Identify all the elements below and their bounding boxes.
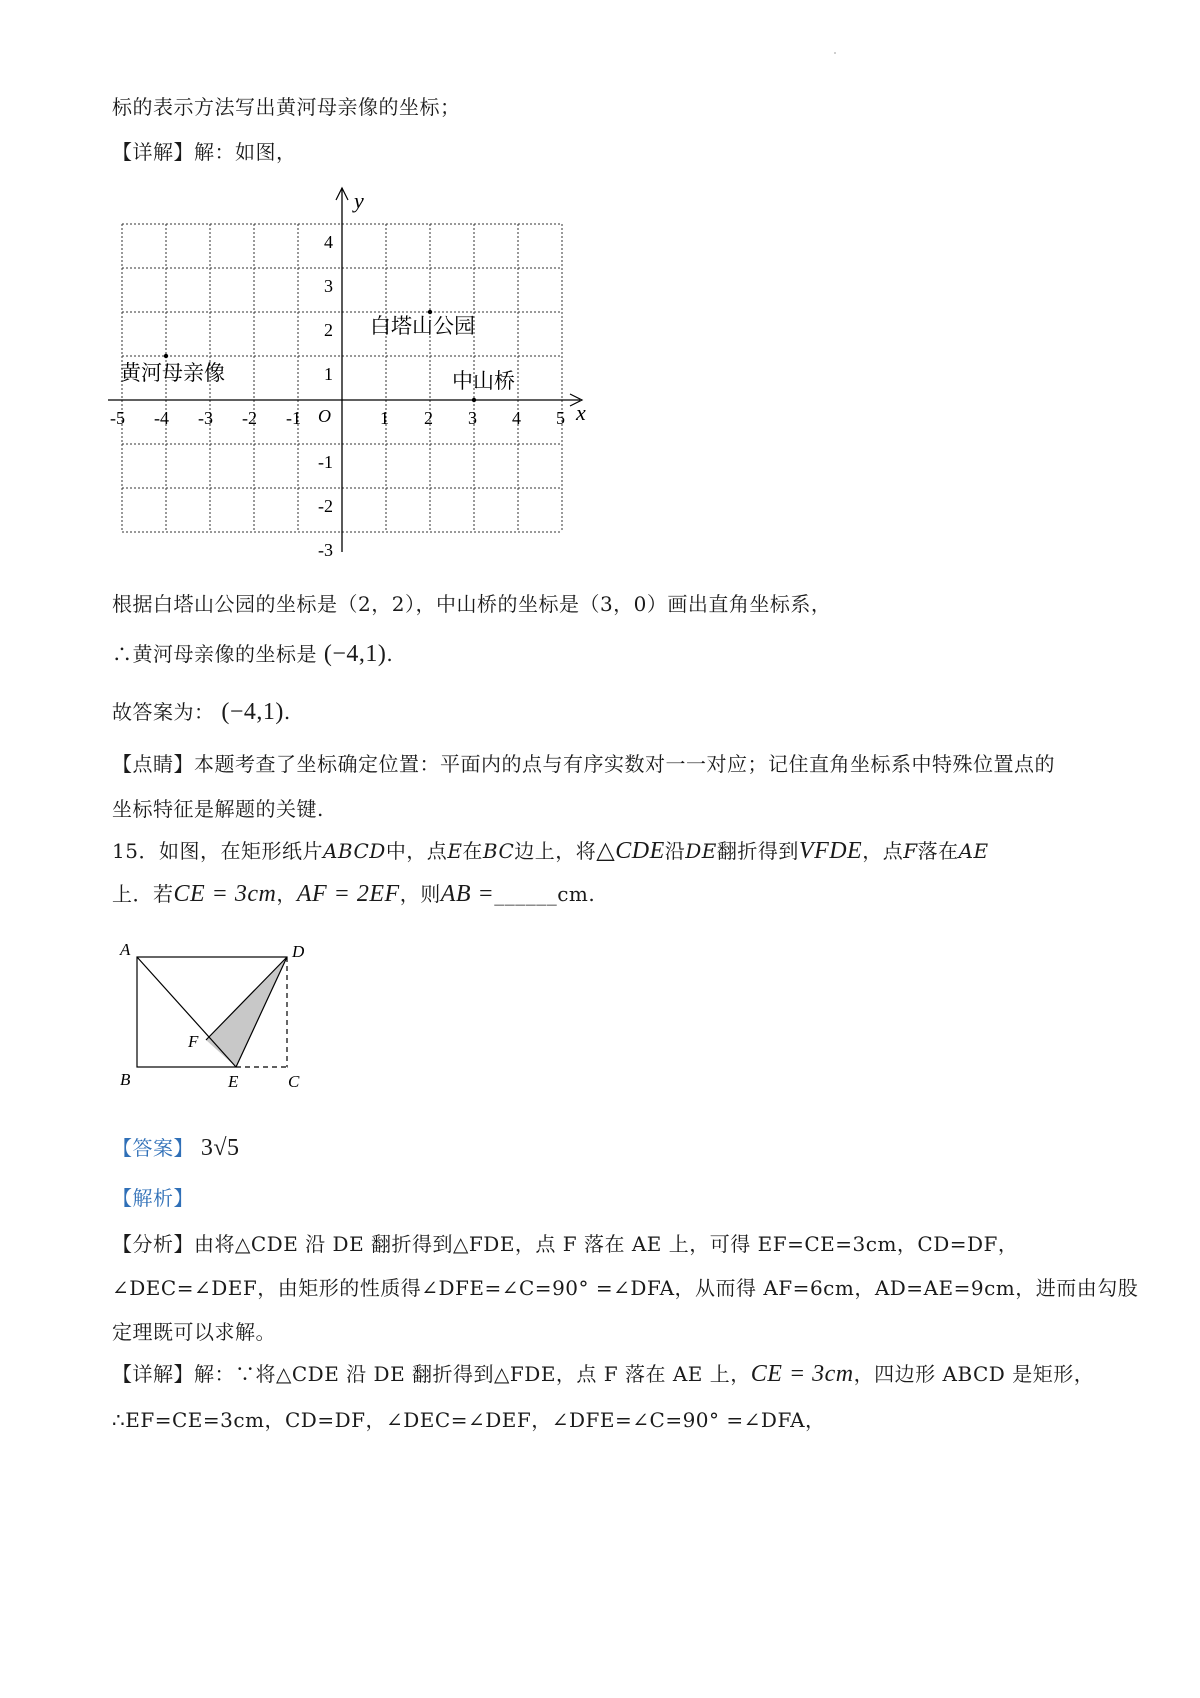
q15-tri-fde: VFDE (798, 838, 863, 864)
line4-end: . (386, 642, 394, 666)
q15-abcd: ABCD (322, 839, 386, 863)
x-tick-label: -5 (110, 408, 125, 428)
text-line-1: 标的表示方法写出黄河母亲像的坐标； (112, 95, 461, 119)
q15-ab-eq: AB = (440, 881, 495, 907)
q15-f: F (903, 839, 918, 863)
label-f: F (188, 1032, 199, 1051)
q15-text-c: 在 (462, 839, 483, 863)
point-label-zhongshanqiao: 中山桥 (452, 369, 515, 393)
answer-value: 3√5 (200, 1135, 240, 1161)
q15-tri-cde: △CDE (596, 838, 665, 864)
point-label-huanghemuqin: 黄河母亲像 (120, 361, 225, 385)
q15-ae: AE (958, 839, 989, 863)
x-tick-label: 1 (380, 408, 389, 428)
analysis-text-1: 由将△CDE 沿 DE 翻折得到△FDE，点 F 落在 AE 上，可得 EF=CE=3cm，CD=DF， (194, 1232, 1019, 1256)
origin-label: O (318, 406, 331, 426)
line5-math: (−4,1) (221, 699, 284, 725)
point-label-baitashan: 白塔山公园 (370, 314, 475, 338)
rectangle-fold-figure (112, 935, 332, 1100)
q15-ce-eq: CE = 3cm (173, 881, 277, 907)
answer-tag: 【答案】 (112, 1136, 194, 1160)
x-axis-label: x (576, 400, 586, 425)
solution-ce-eq: CE = 3cm (750, 1361, 854, 1387)
text-line-3: 根据白塔山公园的坐标是（2，2），中山桥的坐标是（3，0）画出直角坐标系， (112, 592, 832, 616)
solution-line-1 (112, 1360, 1094, 1388)
text-line-6 (112, 750, 1055, 778)
analysis-line-3: 定理既可以求解。 (112, 1320, 276, 1344)
pointing-text: 本题考查了坐标确定位置：平面内的点与有序实数对一一对应；记住直角坐标系中特殊位置点的 (194, 752, 1055, 776)
q15-de: DE (685, 839, 717, 863)
q15-text-a: 15．如图，在矩形纸片 (112, 839, 323, 863)
scan-speck (834, 52, 836, 54)
y-tick-label: 3 (324, 276, 333, 296)
q15-text-k: ，则 (399, 882, 441, 906)
text-line-detail-heading (112, 138, 297, 166)
detail-tag: 【详解】 (112, 140, 194, 164)
y-tick-label: -3 (318, 540, 333, 560)
text-line-7: 坐标特征是解题的关键. (112, 797, 324, 821)
q15-text-g: 翻折得到 (716, 839, 799, 863)
x-axis (108, 394, 582, 406)
label-a: A (120, 940, 131, 959)
line-ae (137, 957, 236, 1067)
label-d: D (292, 942, 305, 961)
x-tick-label: -3 (198, 408, 213, 428)
q15-bc: BC (482, 839, 515, 863)
question-15-line-1 (112, 837, 989, 865)
x-tick-label: 2 (424, 408, 433, 428)
q15-text-d: 边上，将 (514, 839, 597, 863)
q15-text-f: 沿 (664, 839, 686, 863)
q15-text-b: 中，点 (385, 839, 448, 863)
y-tick-label: -2 (318, 496, 333, 516)
analysis-line-1 (112, 1230, 1018, 1258)
coordinate-grid-figure (100, 180, 620, 570)
y-tick-label: 4 (324, 232, 333, 252)
q15-comma: ， (276, 882, 297, 906)
x-tick-labels (110, 408, 565, 428)
answer-line (112, 1134, 240, 1162)
line4-text: ∴黄河母亲像的坐标是 (112, 642, 317, 666)
text-line-5 (112, 698, 291, 726)
text-line-4 (112, 640, 393, 668)
solution-line-2: ∴EF=CE=3cm，CD=DF，∠DEC=∠DEF，∠DFE=∠C=90° =∠DFA， (112, 1408, 826, 1432)
analysis-heading: 【解析】 (112, 1186, 194, 1210)
solution-tag: 【详解】 (112, 1362, 194, 1386)
line4-math: (−4,1) (323, 641, 387, 667)
point-marker (164, 354, 168, 358)
y-axis (336, 188, 348, 552)
detail-text: 解：如图， (194, 140, 297, 164)
q15-e: E (447, 839, 463, 863)
answer-blank: ______ (494, 882, 558, 906)
question-15-line-2 (112, 880, 595, 908)
point-marker (472, 398, 476, 402)
x-tick-label: -4 (154, 408, 169, 428)
shaded-triangle-fde (206, 957, 287, 1067)
analysis-line-2: ∠DEC=∠DEF，由矩形的性质得∠DFE=∠C=90° =∠DFA，从而得 AF=6cm，AD=AE=9cm，进而由勾股 (112, 1276, 1139, 1300)
pointing-tag: 【点睛】 (112, 752, 194, 776)
y-tick-label: 1 (324, 364, 333, 384)
q15-text-h: ，点 (862, 839, 904, 863)
x-tick-label: -2 (242, 408, 257, 428)
line5-text: 故答案为： (112, 700, 215, 724)
q15-af-eq: AF = 2EF (296, 881, 400, 907)
line5-end: . (283, 700, 291, 724)
y-tick-label: 2 (324, 320, 333, 340)
q15-text-j: 上．若 (112, 882, 174, 906)
label-b: B (120, 1070, 131, 1089)
x-tick-label: 3 (468, 408, 477, 428)
y-tick-labels (318, 232, 333, 560)
q15-text-i: 落在 (917, 839, 959, 863)
analysis-tag: 【分析】 (112, 1232, 194, 1256)
solution-text-1b: ，四边形 ABCD 是矩形， (853, 1362, 1095, 1386)
q15-unit: cm. (557, 882, 596, 906)
x-tick-label: -1 (286, 408, 301, 428)
label-e: E (228, 1072, 239, 1091)
label-c: C (288, 1072, 300, 1091)
solution-text-1: 解：∵将△CDE 沿 DE 翻折得到△FDE，点 F 落在 AE 上， (194, 1362, 751, 1386)
x-tick-label: 5 (556, 408, 565, 428)
rect-abcd (137, 957, 287, 1067)
y-tick-label: -1 (318, 452, 333, 472)
y-axis-label: y (354, 188, 364, 213)
x-tick-label: 4 (512, 408, 521, 428)
